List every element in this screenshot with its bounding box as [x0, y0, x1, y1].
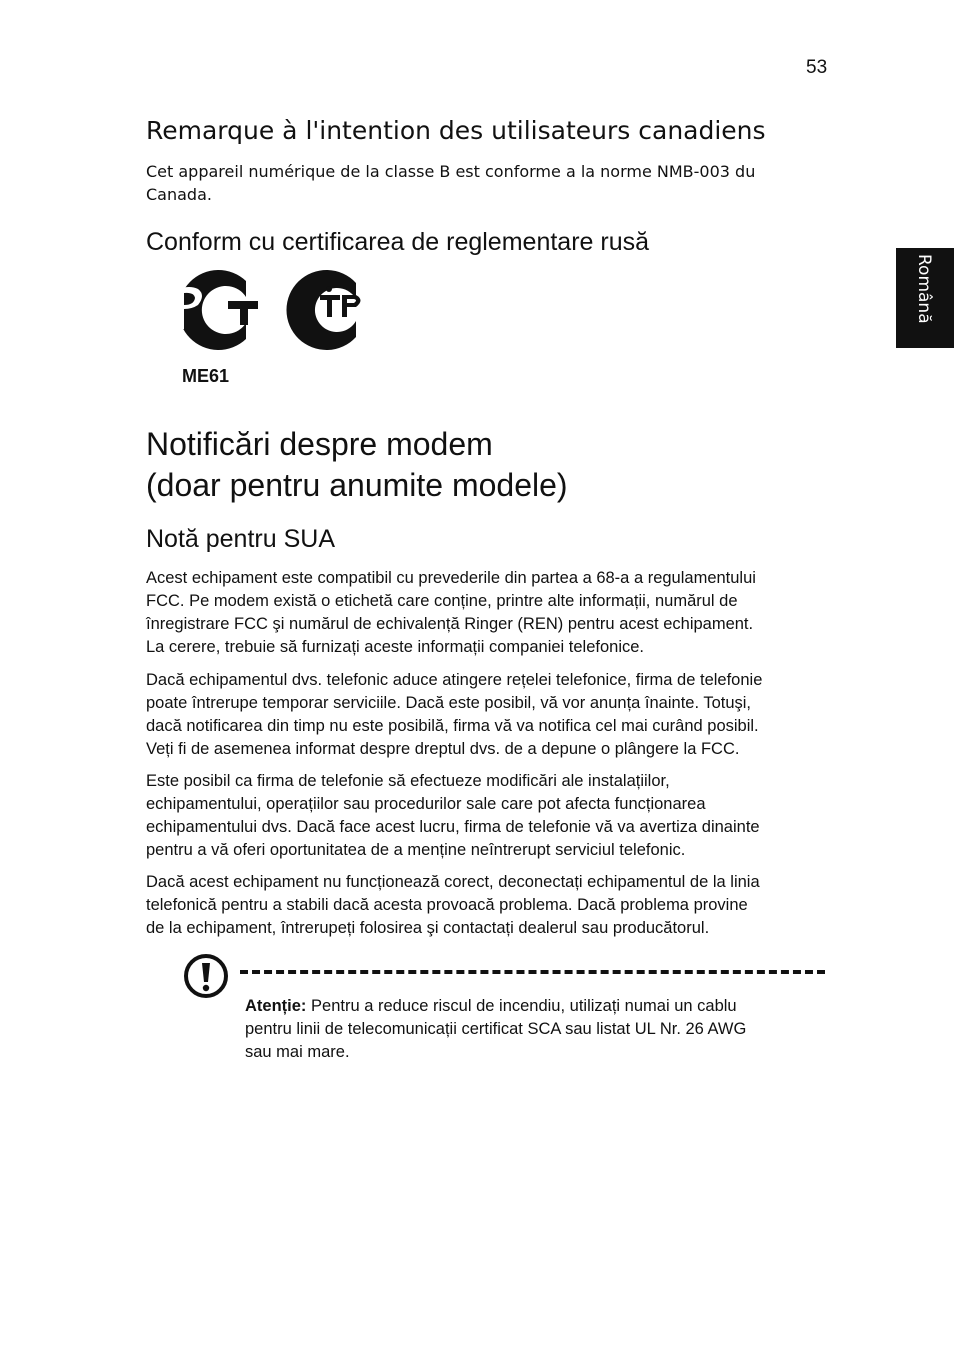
caution-text-line: sau mai mare. — [245, 1043, 350, 1061]
gost-tr-logo — [286, 270, 360, 350]
modem-heading-line: (doar pentru anumite modele) — [146, 467, 568, 503]
paragraph-fcc-part68 — [146, 567, 836, 659]
paragraph-line: La cerere, trebuie să furnizați aceste informații companiei telefonice. — [146, 638, 645, 656]
paragraph-line: Dacă echipamentul dvs. telefonic aduce atingere rețelei telefonice, firma de telefonie — [146, 671, 763, 689]
caution-text-line: pentru linii de telecomunicații certificat SCA sau listat UL Nr. 26 AWG — [245, 1020, 747, 1038]
russia-heading: Conform cu certificarea de reglementare rusă — [146, 228, 650, 256]
usa-note-heading: Notă pentru SUA — [146, 525, 335, 553]
paragraph-line: Acest echipament este compatibil cu prevederile din partea a 68-a a regulamentului — [146, 569, 756, 587]
caution-text: Pentru a reduce riscul de incendiu, utilizați numai un cablu — [306, 997, 737, 1015]
paragraph-malfunction — [146, 871, 836, 940]
modem-heading — [146, 424, 568, 506]
paragraph-line: pentru a vă oferi oportunitatea de a menține neîntrerupt serviciul telefonic. — [146, 841, 686, 859]
language-tab — [896, 248, 954, 348]
paragraph-line: echipamentului dvs. Dacă face acest lucru, firma de telefonie vă va avertiza dinainte — [146, 818, 760, 836]
caution-label: Atenție: — [245, 997, 307, 1015]
paragraph-line: dacă notificarea din timp nu este posibilă, firma vă va notifica cel mai curând posibil. — [146, 717, 759, 735]
paragraph-line: poate întrerupe temporar serviciile. Dacă este posibil, vă vor anunța înainte. Totuşi, — [146, 694, 752, 712]
caution-divider — [240, 970, 825, 974]
paragraph-line: înregistrare FCC şi numărul de echivalență Ringer (REN) pentru acest echipament. — [146, 615, 754, 633]
paragraph-changes — [146, 770, 836, 862]
paragraph-line: telefonică pentru a stabili dacă acesta provoacă problema. Dacă problema provine — [146, 896, 748, 914]
paragraph-line: Veți fi de asemenea informat despre dreptul dvs. de a depune o plângere la FCC. — [146, 740, 740, 758]
paragraph-service-interruption — [146, 669, 836, 761]
paragraph-line: Dacă acest echipament nu funcționează corect, deconectați echipamentul de la linia — [146, 873, 760, 891]
certification-logos — [158, 267, 373, 353]
paragraph-line: de la echipament, întrerupeți folosirea şi contactați dealerul sau producătorul. — [146, 919, 710, 937]
canada-text — [146, 160, 826, 206]
certificate-code: ME61 — [182, 366, 230, 386]
modem-heading-line: Notificări despre modem — [146, 426, 493, 462]
pct-logo — [178, 270, 258, 350]
language-tab-label: Română — [914, 254, 934, 324]
canada-text-line: Canada. — [146, 185, 212, 204]
paragraph-line: echipamentului, operațiilor sau procedurilor sale care pot afecta funcționarea — [146, 795, 706, 813]
caution-note — [245, 995, 830, 1064]
canada-text-line: Cet appareil numérique de la classe B est conforme a la norme NMB-003 du — [146, 162, 756, 181]
page-number: 53 — [806, 57, 828, 78]
exclamation-icon — [183, 953, 229, 999]
paragraph-line: FCC. Pe modem există o etichetă care conține, printre alte informații, numărul de — [146, 592, 738, 610]
paragraph-line: Este posibil ca firma de telefonie să efectueze modificări ale instalațiilor, — [146, 772, 670, 790]
canada-heading: Remarque à l'intention des utilisateurs canadiens — [146, 116, 766, 145]
